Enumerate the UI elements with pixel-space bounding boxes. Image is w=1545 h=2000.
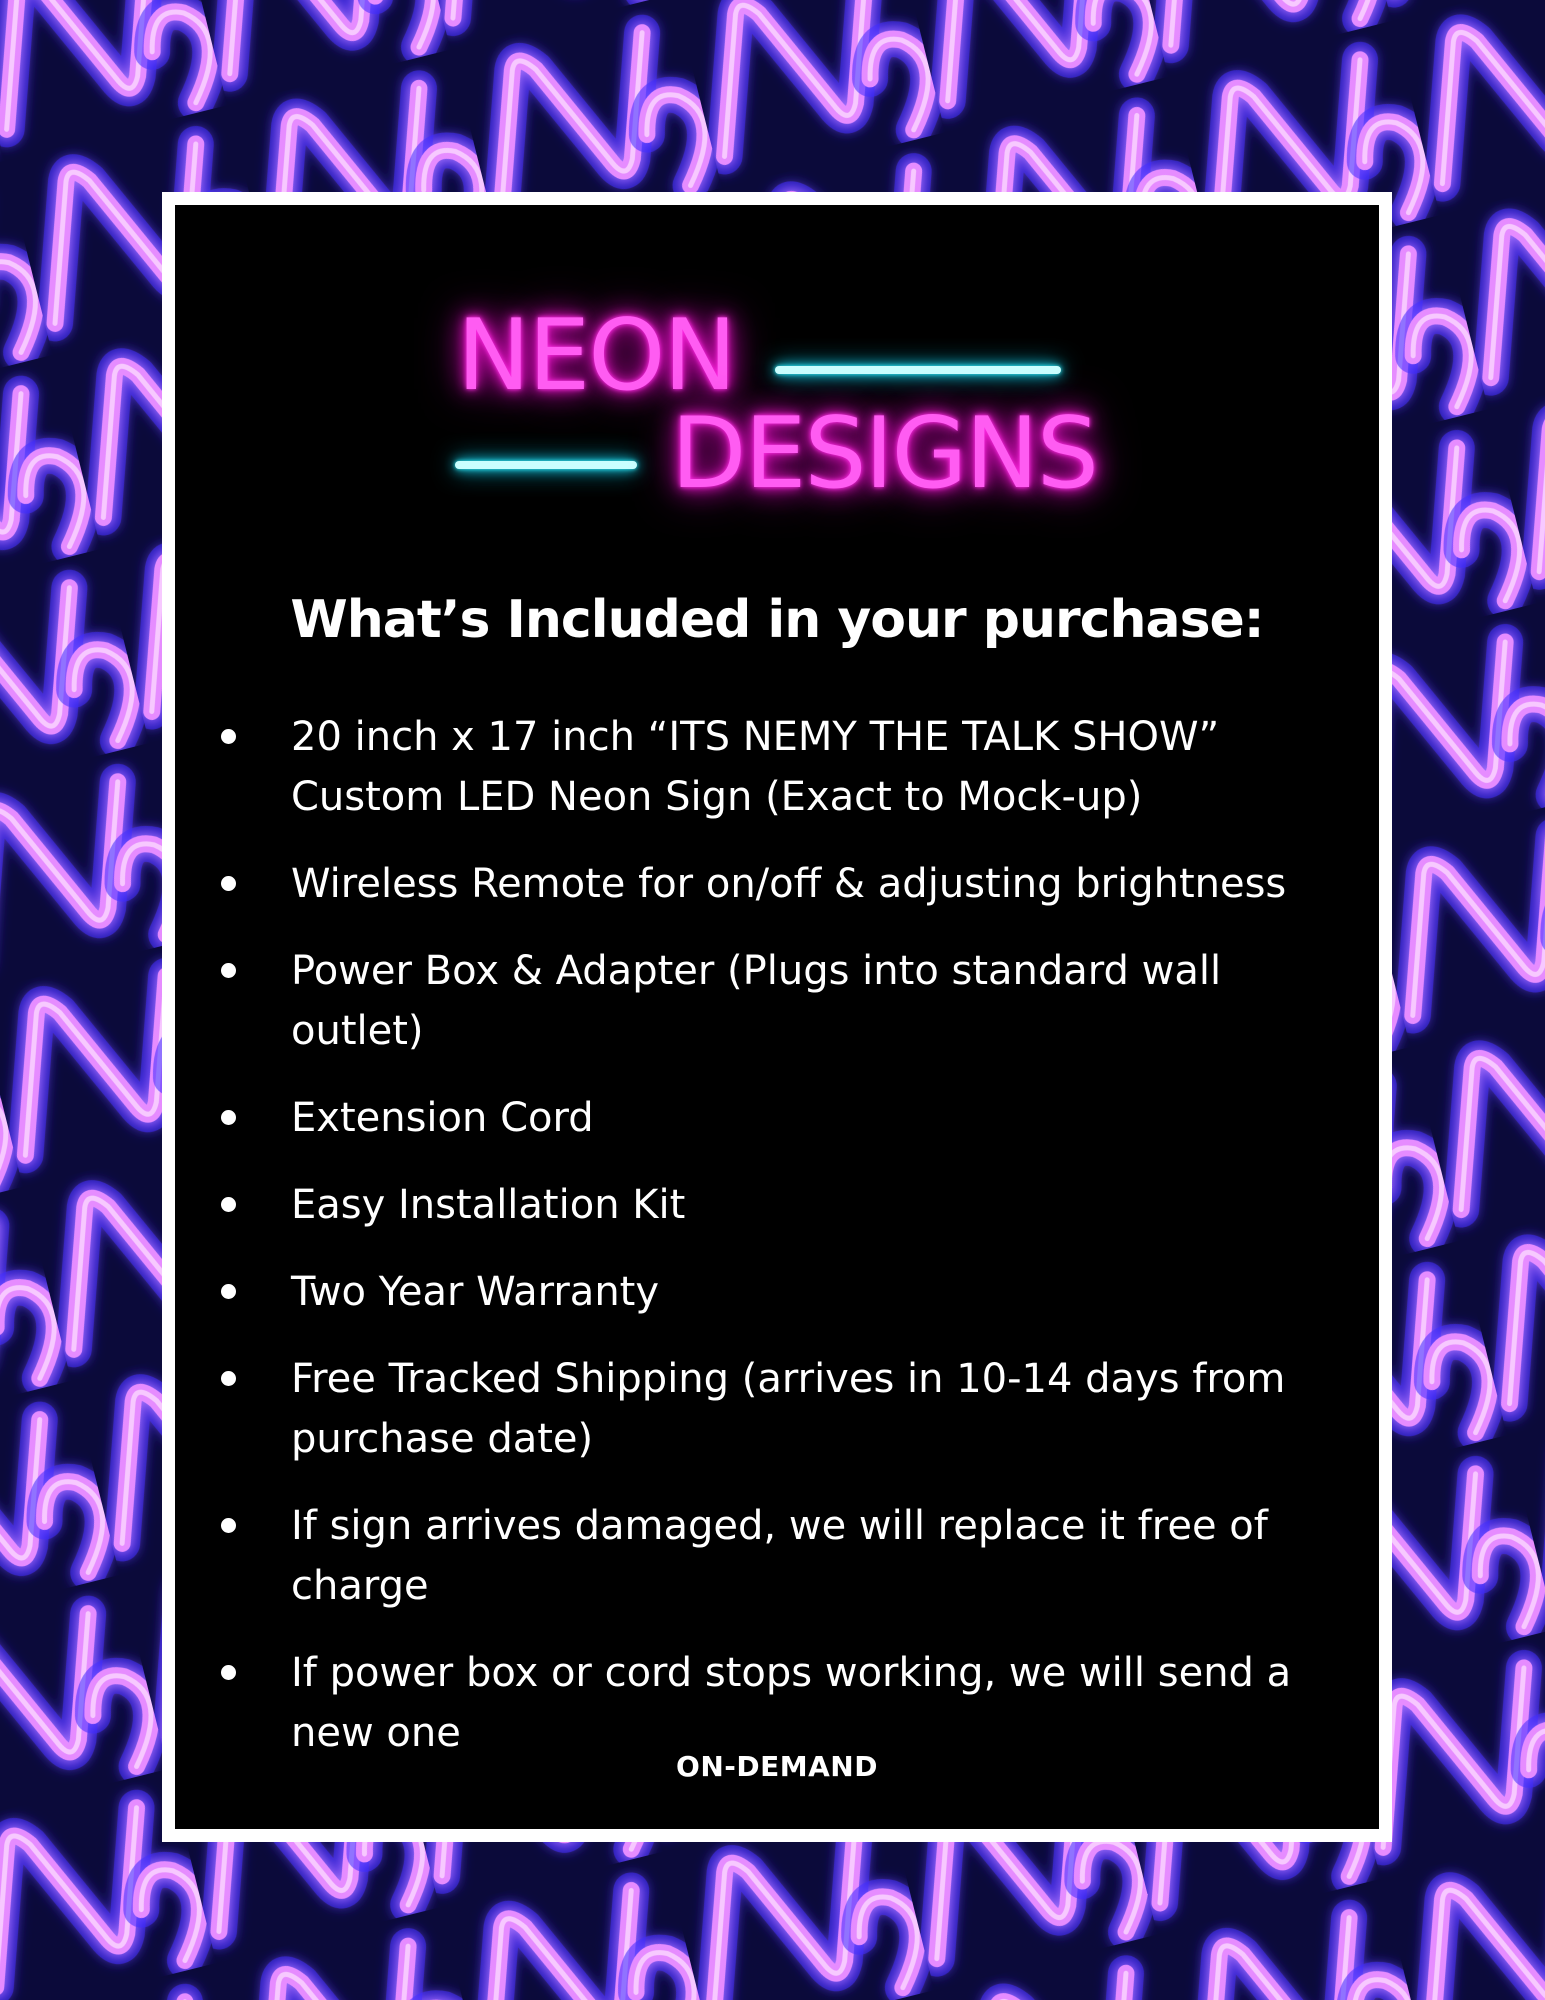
info-card (162, 192, 1392, 1842)
list-item (221, 1088, 1351, 1148)
list-item (221, 941, 1351, 1061)
list-item-text: Wireless Remote for on/off & adjusting brightness (291, 861, 1287, 907)
logo-neon-bar-bottom (455, 461, 637, 469)
list-item-text: Two Year Warranty (291, 1269, 660, 1315)
logo-word-designs: DESIGNS (671, 397, 1097, 511)
list-item (221, 854, 1351, 914)
neon-designs-logo (175, 205, 1379, 625)
bullet-icon (221, 1284, 236, 1299)
list-item-text: Free Tracked Shipping (arrives in 10-14 days from purchase date) (291, 1356, 1286, 1462)
bullet-icon (221, 1197, 236, 1212)
logo-word-neon: NEON (457, 299, 735, 413)
list-item (221, 1175, 1351, 1235)
included-items-list (221, 707, 1351, 1790)
list-item-text: If power box or cord stops working, we will send a new one (291, 1650, 1292, 1756)
info-card-panel (175, 205, 1379, 1829)
bullet-icon (221, 876, 236, 891)
list-item (221, 1262, 1351, 1322)
bullet-icon (221, 729, 236, 744)
list-item (221, 1349, 1351, 1469)
list-item-text: Power Box & Adapter (Plugs into standard wall outlet) (291, 948, 1222, 1054)
bullet-icon (221, 1110, 236, 1125)
list-item (221, 1496, 1351, 1616)
logo-neon-bar-top (775, 366, 1061, 374)
list-item (221, 1643, 1351, 1763)
bullet-icon (221, 1665, 236, 1680)
bullet-icon (221, 963, 236, 978)
page-title: What’s Included in your purchase: (290, 590, 1264, 650)
list-item-text: Easy Installation Kit (291, 1182, 686, 1228)
bullet-icon (221, 1371, 236, 1386)
footer-brand-label: ON-DEMAND (676, 1750, 878, 1783)
bullet-icon (221, 1518, 236, 1533)
list-item-text: If sign arrives damaged, we will replace it free of charge (291, 1503, 1268, 1609)
list-item-text: Extension Cord (291, 1095, 594, 1141)
list-item (221, 707, 1351, 827)
list-item-text: 20 inch x 17 inch “ITS NEMY THE TALK SHOW” Custom LED Neon Sign (Exact to Mock-up) (291, 714, 1220, 820)
